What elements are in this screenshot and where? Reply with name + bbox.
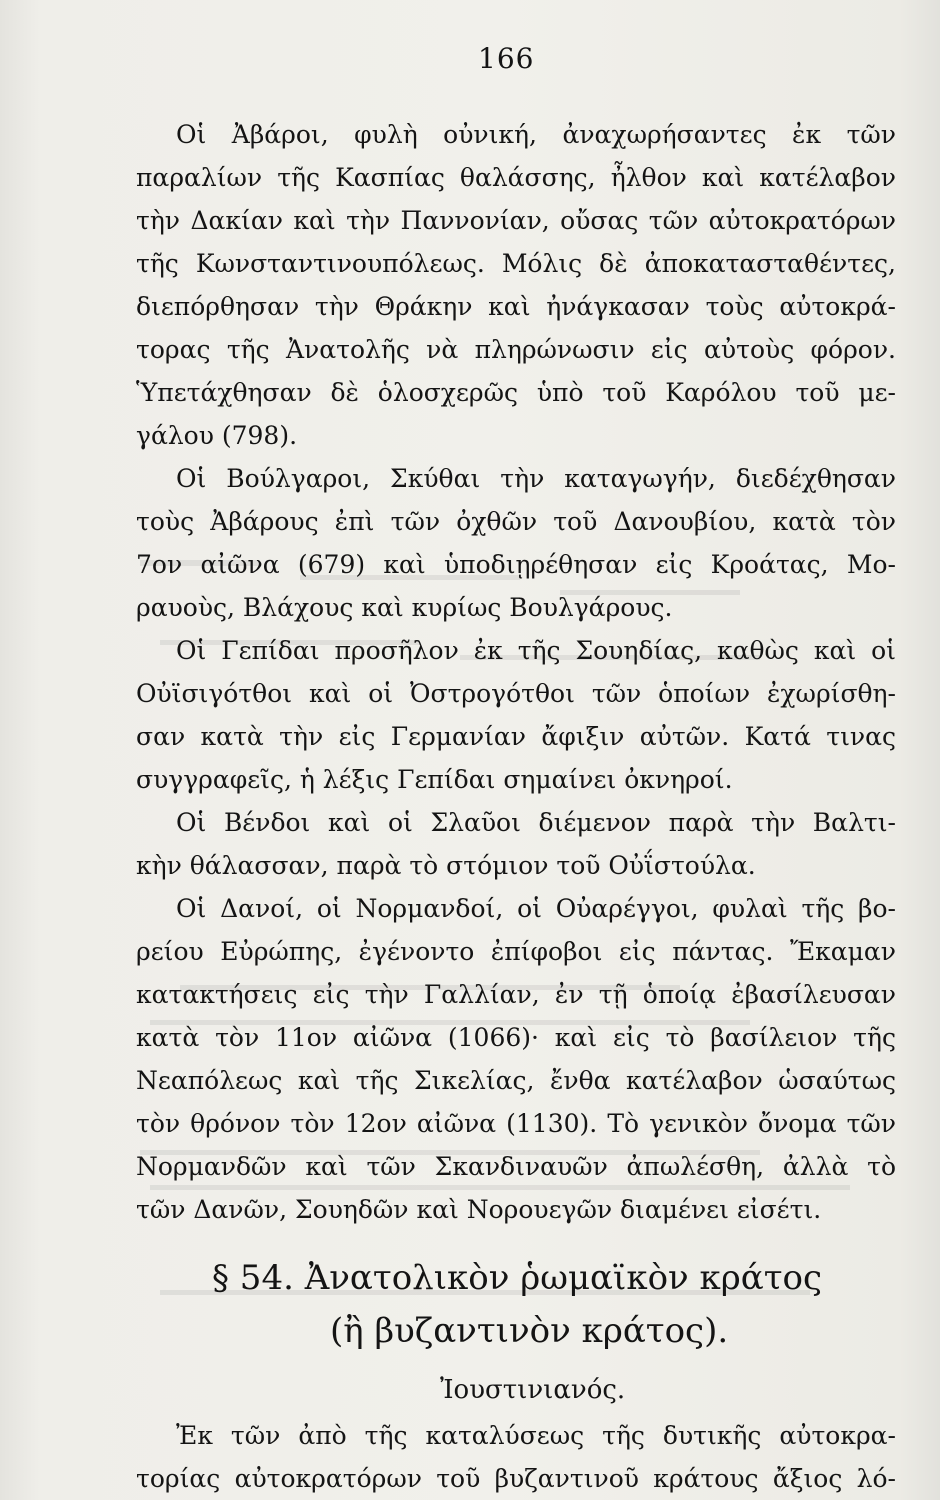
text-line: Ὑπετάχθησαν δὲ ὁλοσχερῶς ὑπὸ τοῦ Καρόλου τοῦ με-: [136, 378, 896, 407]
text-line: Οἱ Ἀβάροι, φυλὴ οὐνική, ἀναχωρήσαντες ἐκ τῶν: [176, 120, 896, 149]
text-line: Οὐϊσιγότθοι καὶ οἱ Ὀστρογότθοι τῶν ὁποίων ἐχωρίσθη-: [136, 679, 896, 708]
text-line: τῶν Δανῶν, Σουηδῶν καὶ Νορουεγῶν διαμένει εἰσέτι.: [136, 1195, 822, 1224]
text-line: τορας τῆς Ἀνατολῆς νὰ πληρώνωσιν εἰς αὐτοὺς φόρον.: [136, 335, 896, 364]
chapter-subheading: Ἰουστινιανός.: [440, 1375, 626, 1405]
text-line: τὸν θρόνον τὸν 12ον αἰῶνα (1130). Τὸ γενικὸν ὄνομα τῶν: [136, 1109, 896, 1138]
section-title-line1: Ἀνατολικὸν ῥωμαϊκὸν κράτος: [304, 1258, 823, 1298]
text-line: τὴν Δακίαν καὶ τὴν Παννονίαν, οὔσας τῶν αὐτοκρατόρων: [136, 206, 896, 235]
text-line: Ἐκ τῶν ἀπὸ τῆς καταλύσεως τῆς δυτικῆς αὐτοκρα-: [176, 1421, 896, 1450]
text-line: παραλίων τῆς Κασπίας θαλάσσης, ἦλθον καὶ κατέλαβον: [136, 163, 896, 192]
text-line: τοὺς Ἀβάρους ἐπὶ τῶν ὀχθῶν τοῦ Δανουβίου, κατὰ τὸν: [136, 507, 896, 536]
text-line: κὴν θάλασσαν, παρὰ τὸ στόμιον τοῦ Οὐΐστούλα.: [136, 851, 756, 880]
text-line: Οἱ Βούλγαροι, Σκύθαι τὴν καταγωγήν, διεδέχθησαν: [176, 464, 896, 493]
text-line: 7ον αἰῶνα (679) καὶ ὑποδιῃρέθησαν εἰς Κροάτας, Μο-: [136, 550, 896, 579]
text-line: τορίας αὐτοκρατόρων τοῦ βυζαντινοῦ κράτους ἄξιος λό-: [136, 1464, 896, 1493]
text-line: διεπόρθησαν τὴν Θράκην καὶ ἠνάγκασαν τοὺς αὐτοκρά-: [136, 292, 896, 321]
text-line: σαν κατὰ τὴν εἰς Γερμανίαν ἄφιξιν αὐτῶν. Κατά τινας: [136, 722, 896, 751]
text-line: ρείου Εὐρώπης, ἐγένοντο ἐπίφοβοι εἰς πάντας. Ἔκαμαν: [136, 937, 896, 966]
text-line: γάλου (798).: [136, 421, 298, 450]
section-heading: [212, 1255, 822, 1301]
section-title-line2: (ἢ βυζαντινὸν κράτος).: [330, 1311, 729, 1351]
page-number: 166: [478, 42, 535, 75]
text-line: τῆς Κωνσταντινουπόλεως. Μόλις δὲ ἀποκατασταθέντες,: [136, 249, 896, 278]
text-line: συγγραφεῖς, ἡ λέξις Γεπίδαι σημαίνει ὀκνηροί.: [136, 765, 733, 794]
text-line: Νορμανδῶν καὶ τῶν Σκανδιναυῶν ἀπωλέσθη, ἀλλὰ τὸ: [136, 1152, 896, 1181]
text-line: κατακτήσεις εἰς τὴν Γαλλίαν, ἐν τῇ ὁποίᾳ ἐβασίλευσαν: [136, 980, 896, 1009]
section-number: § 54.: [212, 1258, 294, 1298]
text-line: Οἱ Γεπίδαι προσῆλον ἐκ τῆς Σουηδίας, καθὼς καὶ οἱ: [176, 636, 896, 665]
text-line: Νεαπόλεως καὶ τῆς Σικελίας, ἔνθα κατέλαβον ὡσαύτως: [136, 1066, 896, 1095]
text-line: Οἱ Βένδοι καὶ οἱ Σλαῦοι διέμενον παρὰ τὴν Βαλτι-: [176, 808, 896, 837]
text-line: Οἱ Δανοί, οἱ Νορμανδοί, οἱ Οὐαρέγγοι, φυλαὶ τῆς βο-: [176, 894, 896, 923]
text-line: κατὰ τὸν 11ον αἰῶνα (1066)· καὶ εἰς τὸ βασίλειον τῆς: [136, 1023, 896, 1052]
text-line: ραυοὺς, Βλάχους καὶ κυρίως Βουλγάρους.: [136, 593, 673, 622]
